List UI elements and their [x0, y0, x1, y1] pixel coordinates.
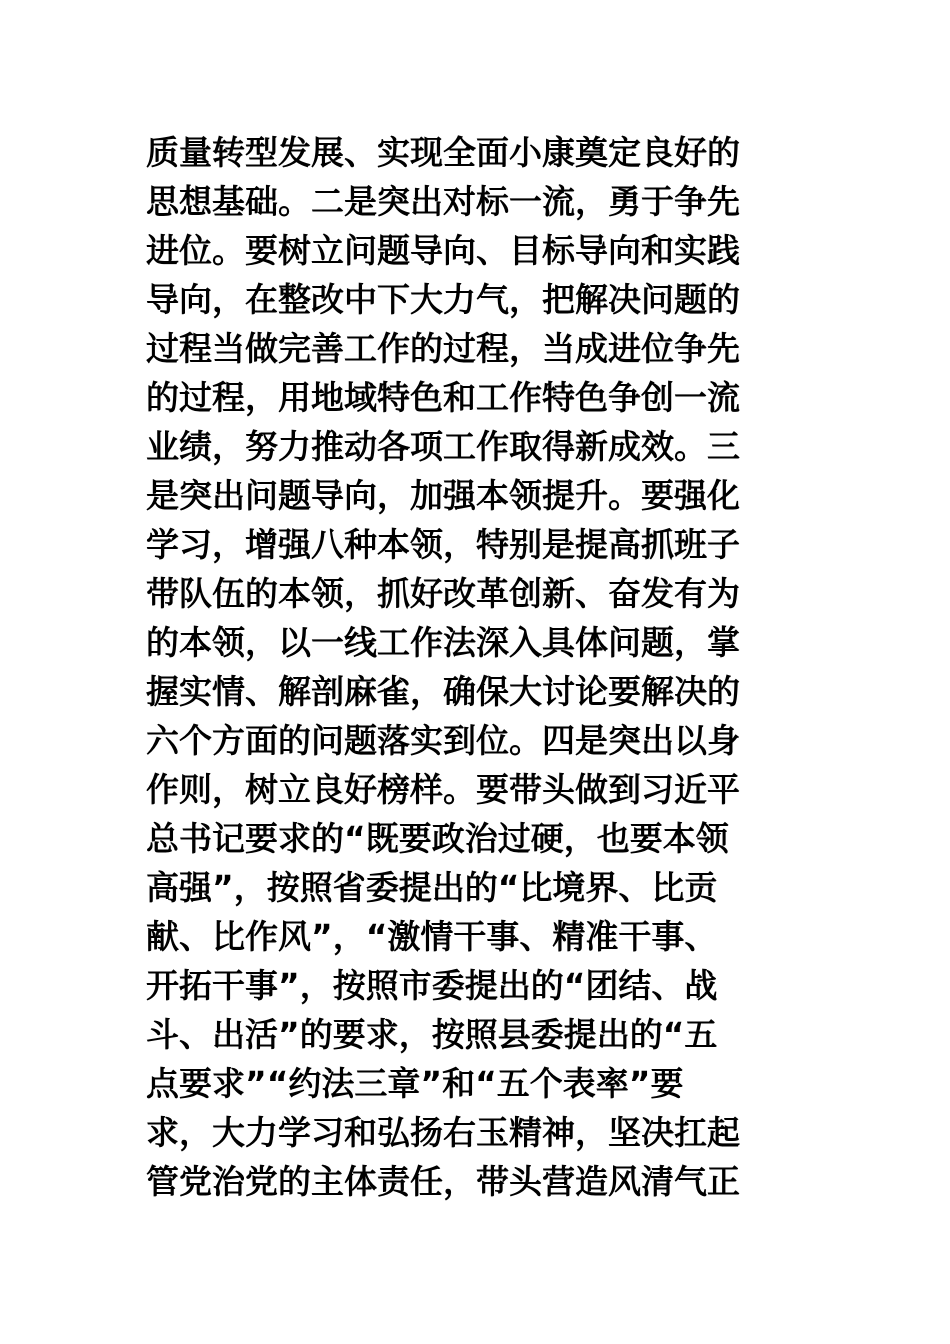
text-line: 管党治党的主体责任，带头营造风清气正: [146, 1162, 740, 1201]
text-line: 导向，在整改中下大力气，把解决问题的: [146, 280, 740, 319]
text-line: 质量转型发展、实现全面小康奠定良好的: [146, 133, 740, 172]
text-line: 的过程，用地域特色和工作特色争创一流: [146, 378, 740, 417]
text-line: 是突出问题导向，加强本领提升。要强化: [146, 476, 740, 515]
text-line: 开拓干事”，按照市委提出的“团结、战: [146, 966, 718, 1005]
text-line: 的本领，以一线工作法深入具体问题，掌: [146, 623, 740, 662]
text-line: 六个方面的问题落实到位。四是突出以身: [146, 721, 740, 760]
text-line: 献、比作风”，“激情干事、精准干事、: [146, 917, 718, 956]
text-line: 求，大力学习和弘扬右玉精神，坚决扛起: [146, 1113, 740, 1152]
text-line: 带队伍的本领，抓好改革创新、奋发有为: [146, 574, 740, 613]
text-line: 作则，树立良好榜样。要带头做到习近平: [146, 770, 740, 809]
body-paragraph: [146, 128, 786, 1206]
text-line: 进位。要树立问题导向、目标导向和实践: [146, 231, 740, 270]
text-line: 高强”，按照省委提出的“比境界、比贡: [146, 868, 718, 907]
text-line: 过程当做完善工作的过程，当成进位争先: [146, 329, 740, 368]
text-line: 学习，增强八种本领，特别是提高抓班子: [146, 525, 740, 564]
text-line: 斗、出活”的要求，按照县委提出的“五: [146, 1015, 718, 1054]
text-line: 点要求”“约法三章”和“五个表率”要: [146, 1064, 684, 1103]
text-line: 业绩，努力推动各项工作取得新成效。三: [146, 427, 740, 466]
text-line: 总书记要求的“既要政治过硬，也要本领: [146, 819, 729, 858]
text-line: 握实情、解剖麻雀，确保大讨论要解决的: [146, 672, 740, 711]
text-line: 思想基础。二是突出对标一流，勇于争先: [146, 182, 740, 221]
